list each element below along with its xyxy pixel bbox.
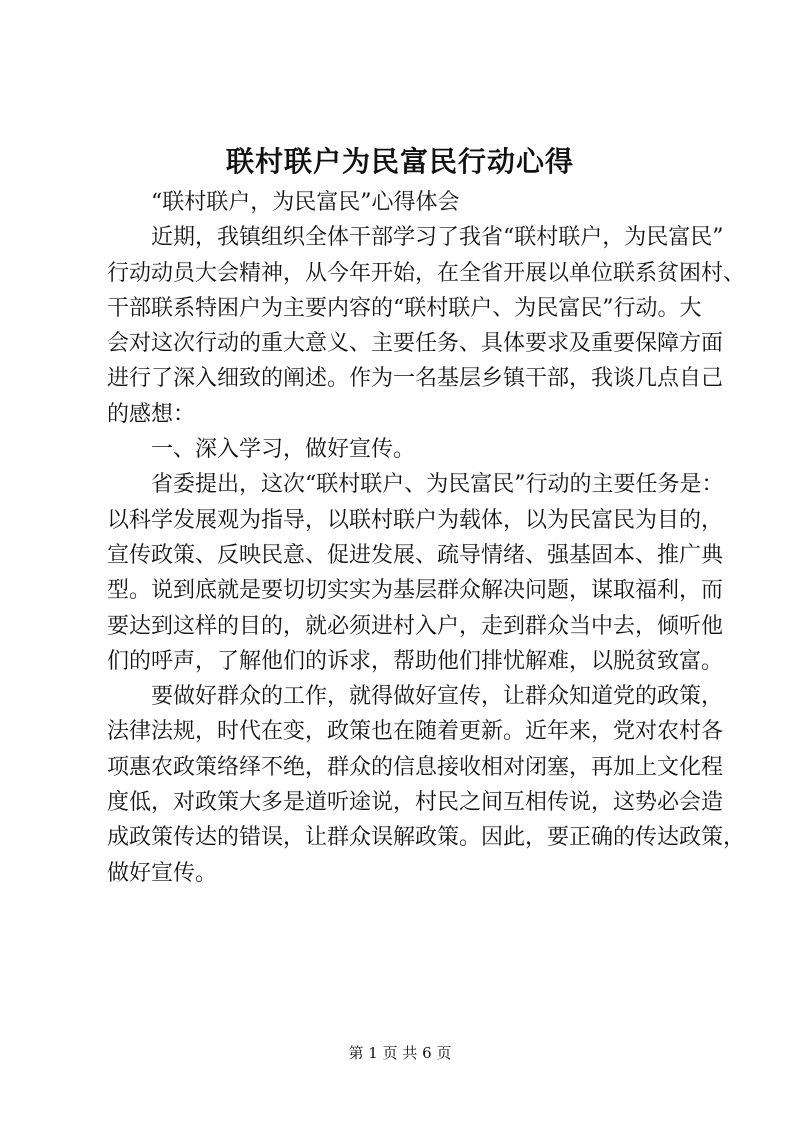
paragraph-line: 做好宣传。	[107, 860, 218, 886]
subtitle: “联村联户，为民富民”心得体会	[151, 190, 460, 215]
paragraph-line: 近期，我镇组织全体干部学习了我省“联村联户，为民富民”	[151, 225, 724, 251]
paragraph-1	[107, 220, 746, 432]
paragraph-line: 行动动员大会精神，从今年开始，在全省开展以单位联系贫困村、	[107, 260, 746, 286]
paragraph-3	[107, 679, 746, 891]
paragraph-line: 以科学发展观为指导，以联村联户为载体，以为民富民为目的，	[107, 507, 724, 533]
paragraph-line: 要做好群众的工作，就得做好宣传，让群众知道党的政策，	[151, 684, 724, 710]
paragraph-line: 宣传政策、反映民意、促进发展、疏导情绪、强基固本、推广典	[107, 542, 724, 568]
paragraph-line: 进行了深入细致的阐述。作为一名基层乡镇干部，我谈几点自己	[107, 366, 724, 392]
document-title: 联村联户为民富民行动心得	[225, 145, 574, 178]
paragraph-line: 干部联系特困户为主要内容的“联村联户、为民富民”行动。大	[107, 295, 702, 321]
paragraph-line: 项惠农政策络绎不绝，群众的信息接收相对闭塞，再加上文化程	[107, 754, 724, 780]
paragraph-line: 成政策传达的错误，让群众误解政策。因此，要正确的传达政策，	[107, 825, 746, 851]
paragraph-line: 度低，对政策大多是道听途说，村民之间互相传说，这势必会造	[107, 790, 724, 816]
paragraph-line: 会对这次行动的重大意义、主要任务、具体要求及重要保障方面	[107, 331, 724, 357]
paragraph-line: 省委提出，这次“联村联户、为民富民”行动的主要任务是：	[151, 472, 724, 498]
paragraph-line: 的感想：	[107, 401, 196, 427]
paragraph-2	[107, 467, 724, 679]
paragraph-line: 们的呼声，了解他们的诉求，帮助他们排忧解难，以脱贫致富。	[107, 648, 724, 674]
paragraph-line: 要达到这样的目的，就必须进村入户，走到群众当中去，倾听他	[107, 613, 724, 639]
paragraph-line: 型。说到底就是要切切实实为基层群众解决问题，谋取福利，而	[107, 578, 724, 604]
document-body	[107, 185, 746, 891]
section-heading-1: 一、深入学习，做好宣传。	[151, 437, 416, 463]
page-number-footer: 第 1 页 共 6 页	[348, 1044, 452, 1062]
paragraph-line: 法律法规，时代在变，政策也在随着更新。近年来，党对农村各	[107, 719, 724, 745]
